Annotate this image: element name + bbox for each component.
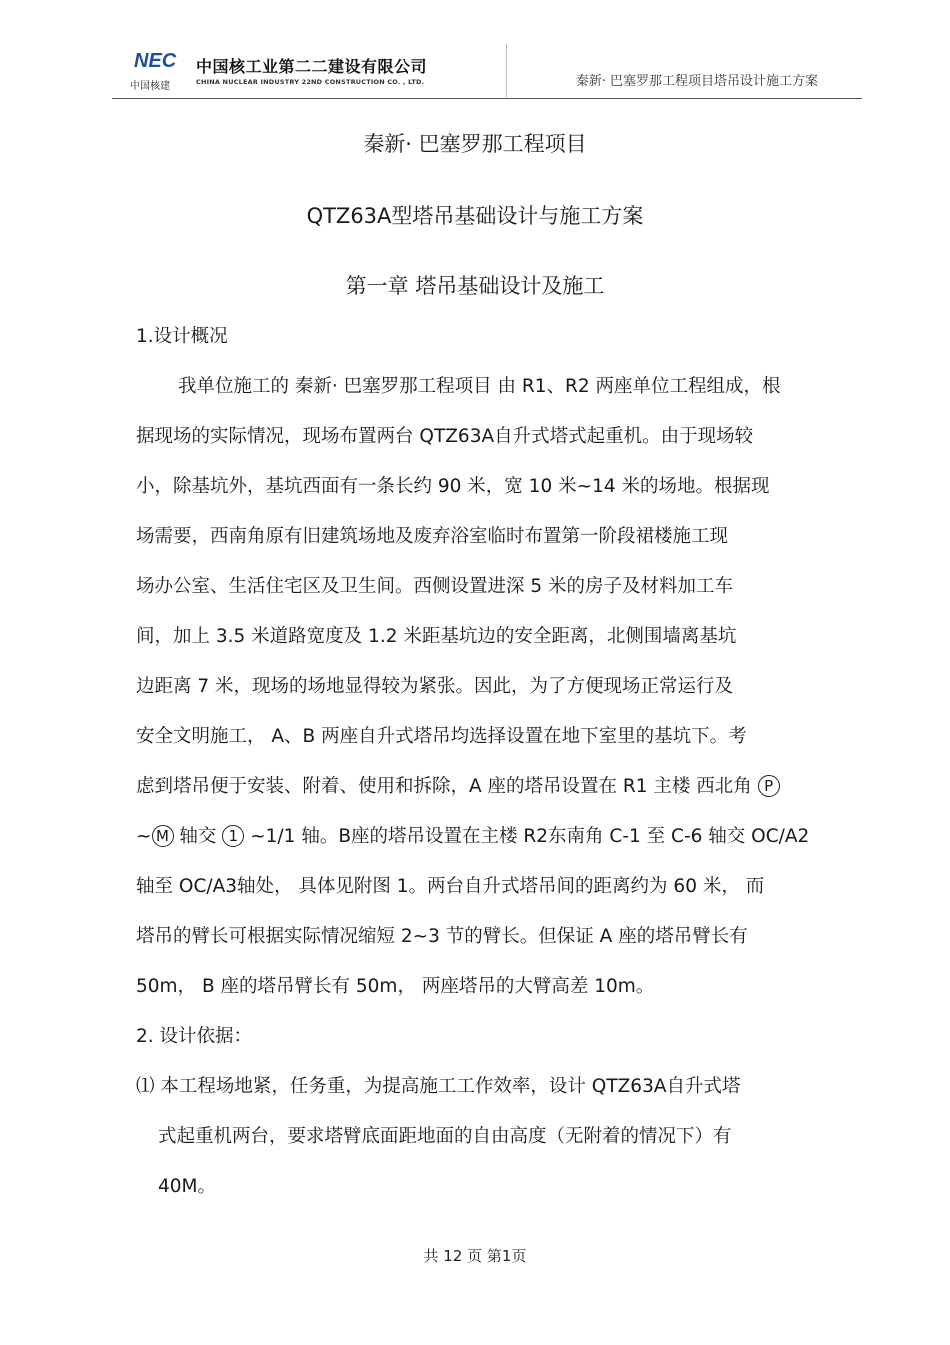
line-text: ~1/1 轴。B座的塔吊设置在主楼 R2东南角 C-1 至 C-6 轴交 OC/A2 — [244, 826, 810, 847]
paragraph-line: 据现场的实际情况，现场布置两台 QTZ63A自升式塔式起重机。由于现场较 — [136, 426, 754, 447]
list-item-line: 式起重机两台，要求塔臂底面距地面的自由高度（无附着的情况下）有 — [158, 1126, 732, 1147]
paragraph-line: 小，除基坑外，基坑西面有一条长约 90 米，宽 10 米~14 米的场地。根据现 — [136, 476, 770, 497]
company-name-cn: 中国核工业第二二建设有限公司 — [196, 57, 428, 76]
paragraph-line: 塔吊的臂长可根据实际情况缩短 2~3 节的臂长。但保证 A 座的塔吊臂长有 — [136, 926, 748, 947]
page-footer: 共 12 页 第1页 — [423, 1247, 527, 1265]
axis-circle-label: 1 — [222, 825, 244, 847]
header-doc-title: 秦新· 巴塞罗那工程项目塔吊设计施工方案 — [575, 74, 818, 89]
paragraph-line: 安全文明施工， A、B 两座自升式塔吊均选择设置在地下室里的基坑下。考 — [136, 726, 747, 747]
project-title: 秦新· 巴塞罗那工程项目 — [363, 132, 587, 156]
section-2-heading: 2. 设计依据： — [136, 1026, 253, 1047]
list-item-line: ⑴ 本工程场地紧，任务重，为提高施工工作效率，设计 QTZ63A自升式塔 — [136, 1076, 741, 1097]
scheme-title: QTZ63A型塔吊基础设计与施工方案 — [306, 204, 644, 228]
chapter-title: 第一章 塔吊基础设计及施工 — [345, 274, 605, 298]
paragraph-line: 场需要，西南角原有旧建筑场地及废弃浴室临时布置第一阶段裙楼施工现 — [136, 526, 729, 547]
paragraph-line — [136, 822, 809, 848]
section-1-heading: 1.设计概况 — [136, 326, 228, 347]
company-name-en: CHINA NUCLEAR INDUSTRY 22ND CONSTRUCTION CO. , LTD. — [196, 78, 425, 86]
paragraph-line: 50m， B 座的塔吊臂长有 50m， 两座塔吊的大臂高差 10m。 — [136, 976, 655, 997]
paragraph-line: 间，加上 3.5 米道路宽度及 1.2 米距基坑边的安全距离，北侧围墙离基坑 — [136, 626, 737, 647]
line-text: 虑到塔吊便于安装、附着、使用和拆除，A 座的塔吊设置在 R1 主楼 西北角 — [136, 776, 758, 797]
paragraph-line: 场办公室、生活住宅区及卫生间。西侧设置进深 5 米的房子及材料加工车 — [136, 576, 734, 597]
paragraph-line — [136, 772, 780, 798]
paragraph-line: 边距离 7 米，现场的场地显得较为紧张。因此，为了方便现场正常运行及 — [136, 676, 734, 697]
company-logo — [112, 44, 507, 97]
paragraph-line: 我单位施工的 秦新· 巴塞罗那工程项目 由 R1、R2 两座单位工程组成，根 — [178, 376, 781, 397]
line-text: 轴交 — [173, 826, 223, 847]
page-header — [112, 44, 862, 99]
paragraph-line: 轴至 OC/A3轴处， 具体见附图 1。两台自升式塔吊间的距离约为 60 米， 而 — [136, 876, 765, 897]
logo-mark-text: NEC — [134, 50, 177, 72]
axis-circle-label: M — [152, 825, 174, 847]
nec-logo-icon — [130, 50, 182, 92]
line-text: ~ — [136, 826, 152, 847]
axis-circle-label: P — [758, 775, 780, 797]
logo-sub-text: 中国核建 — [130, 81, 170, 92]
list-item-line: 40M。 — [158, 1176, 217, 1197]
